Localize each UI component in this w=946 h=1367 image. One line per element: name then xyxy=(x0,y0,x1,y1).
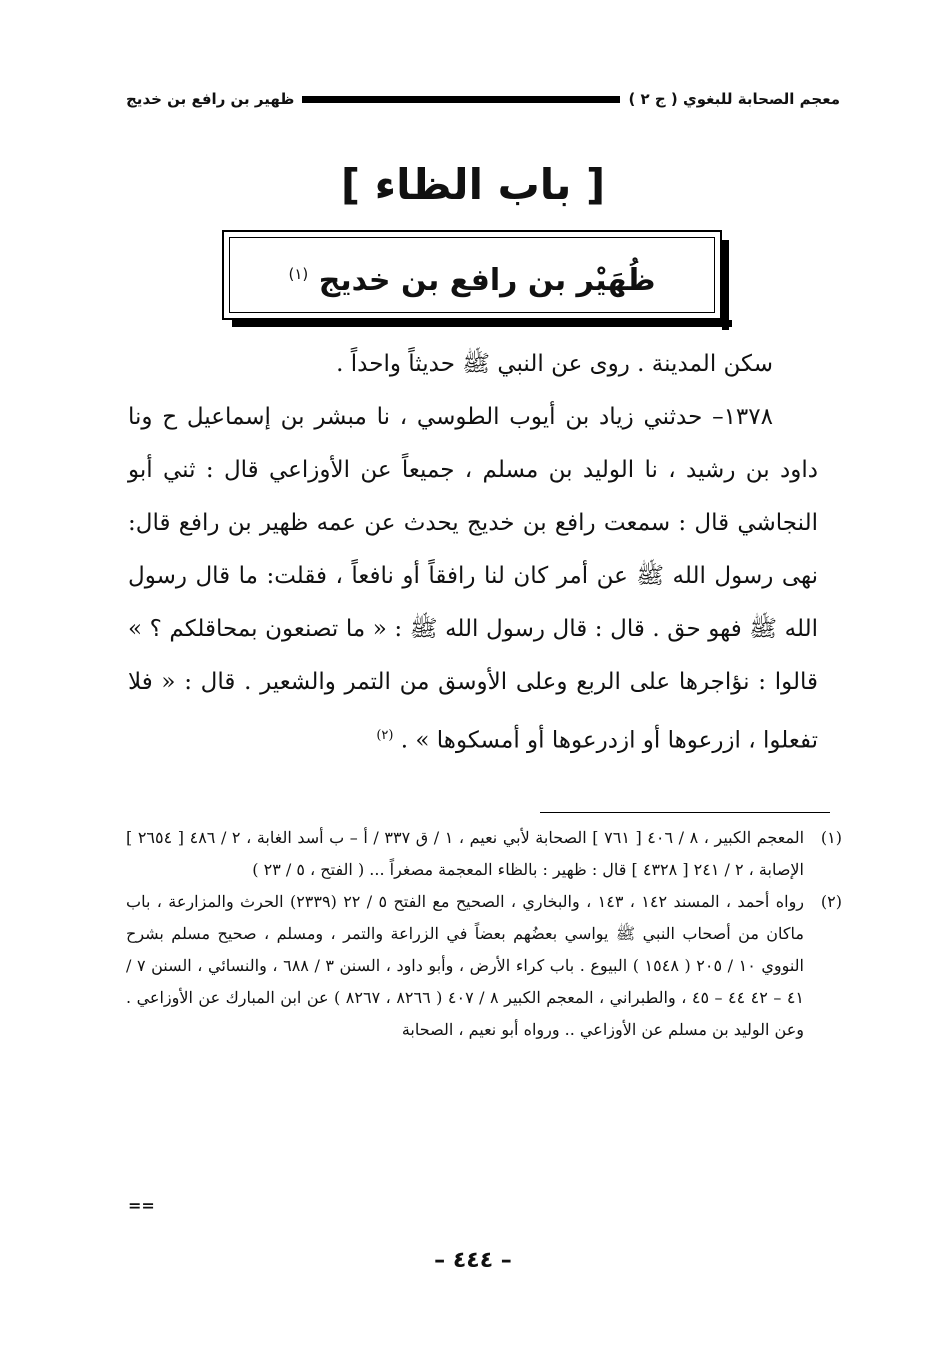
footnote xyxy=(126,822,842,886)
header-rule xyxy=(302,96,620,103)
chapter-title: [ باب الظاء ] xyxy=(340,160,606,209)
entry-name: ظُهَيْر بن رافع بن خديج xyxy=(318,263,656,298)
body-text xyxy=(128,338,818,768)
page-number: – ٤٤٤ – xyxy=(434,1248,512,1273)
footnote-number: (٢) xyxy=(820,892,842,911)
header-book-title: معجم الصحابة للبغوي ( ج ٢ ) xyxy=(628,90,840,108)
entry-title xyxy=(224,250,720,305)
footnote-text: المعجم الكبير ، ٨ / ٤٠٦ [ ٧٦١ ] الصحابة لأبي نعيم ، ١ / ق ٣٣٧ / أ – ب أسد الغابة ، ٢ / ٤٨٦ [ ٢٦٥٤ ] الإصابة ، ٢ / ٢٤١ [ ٤٣٢٨ ] قال : ظهير : بالظاء المعجمة مصغراً ... ( الفتح ، ٥ / ٢٣ ) xyxy=(126,828,805,879)
box-shadow-right xyxy=(722,240,729,330)
hadith-paragraph xyxy=(128,391,818,768)
continuation-mark: == xyxy=(128,1196,155,1215)
footnote-number: (١) xyxy=(820,828,842,847)
entry-footnote-ref: (١) xyxy=(288,265,309,283)
box-shadow-bottom xyxy=(232,320,732,327)
hadith-footnote-ref: (٢) xyxy=(376,728,394,743)
footnote xyxy=(126,886,842,1046)
hadith-text: ١٣٧٨– حدثني زياد بن أيوب الطوسي ، نا مبشر بن إسماعيل ح ونا داود بن رشيد ، نا الوليد بن مسلم ، جميعاً عن الأوزاعي قال : ثني أبو النجاشي قال : سمعت رافع بن خديج يحدث عن عمه ظهير بن رافع قال: نهى رسول الله ﷺ عن أمر كان لنا رافقاً أو نافعاً ، فقلت: ما قال رسول الله ﷺ فهو حق . قال : قال رسول الله ﷺ : « ما تصنعون بمحاقلكم ؟ » قالوا : نؤاجرها على الربع وعلى الأوسق من التمر والشعير . قال : « فلا تفعلوا ، ازرعوها أو ازدرعوها أو أمسكوها » . xyxy=(128,404,818,754)
entry-title-box xyxy=(222,230,722,320)
footnote-text: رواه أحمد ، المسند ١٤٢ ، ١٤٣ ، والبخاري ، الصحيح مع الفتح ٥ / ٢٢ (٢٣٣٩) الحرث والمزارعة ، باب ماكان من أصحاب النبي ﷺ يواسي بعضُهم بعضاً في الزراعة والتمر ، ومسلم ، صحيح مسلم بشرح النووي ١٠ / ٢٠٥ ( ١٥٤٨ ) البيوع . باب كراء الأرض ، وأبو داود ، السنن ٣ / ٦٨٨ ، والنسائي ، السنن ٧ / ٤١ – ٤٢ ٤٤ – ٤٥ ، والطبراني ، المعجم الكبير ٨ / ٤٠٧ ( ٨٢٦٦ ، ٨٢٦٧ ) عن ابن المبارك عن الأوزاعي . وعن الوليد بن مسلم عن الأوزاعي .. ورواه أبو نعيم ، الصحابة xyxy=(126,892,805,1039)
footnote-separator xyxy=(540,812,830,813)
header-topic: ظهير بن رافع بن خديج xyxy=(126,90,295,108)
running-header xyxy=(126,84,840,114)
footnotes xyxy=(126,822,842,1046)
intro-paragraph: سكن المدينة . روى عن النبي ﷺ حديثاً واحداً . xyxy=(336,351,773,377)
